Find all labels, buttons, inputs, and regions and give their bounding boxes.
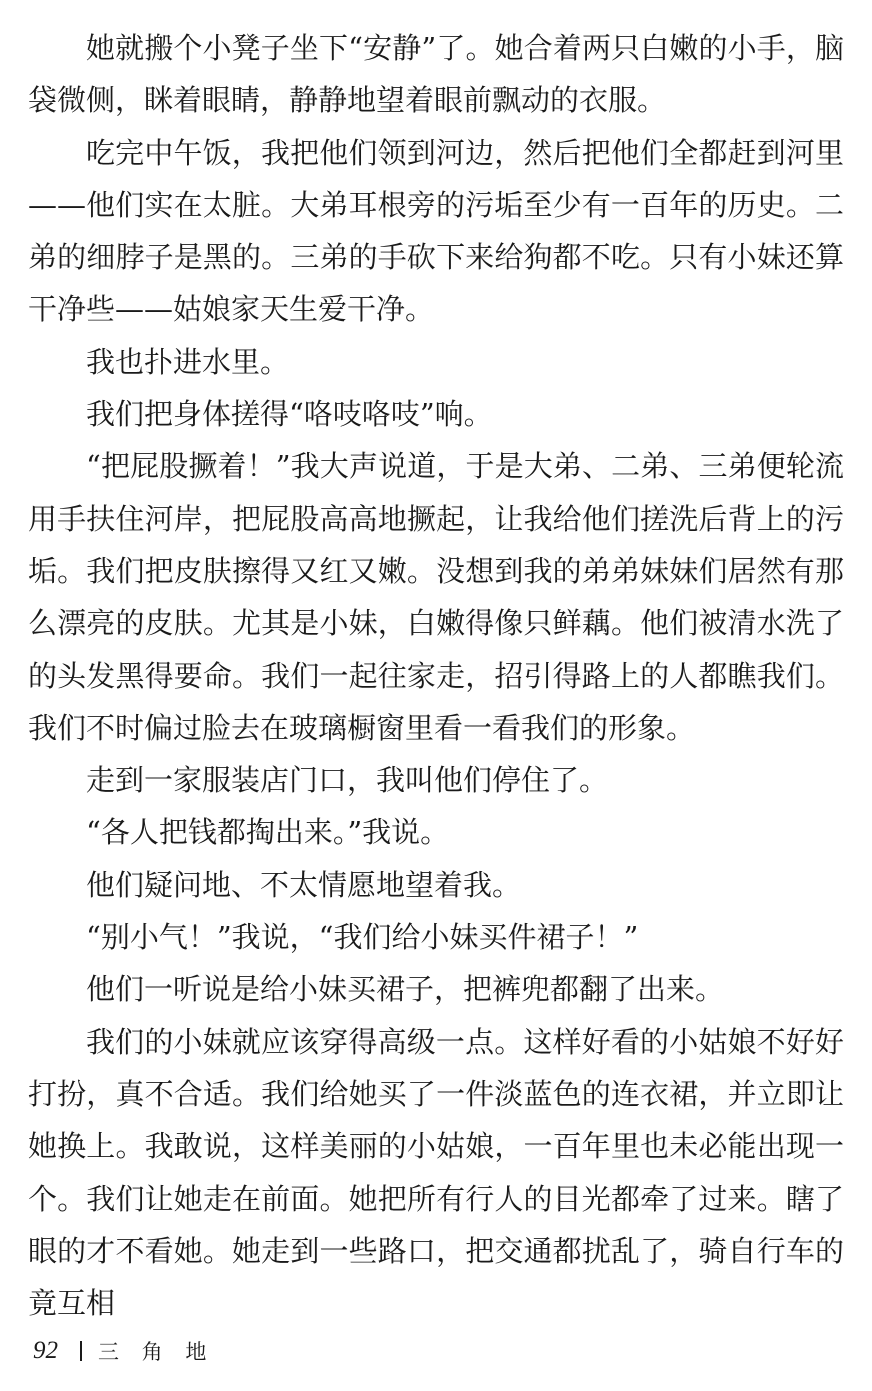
book-title: 三 角 地 <box>98 1340 215 1364</box>
body-text <box>28 22 844 1329</box>
paragraph-5: “把屁股撅着！”我大声说道，于是大弟、二弟、三弟便轮流用手扶住河岸，把屁股高高地撅起，让我给他们搓洗后背上的污垢。我们把皮肤擦得又红又嫩。没想到我的弟弟妹妹们居然有那么漂亮的皮肤。尤其是小妹，白嫩得像只鲜藕。他们被清水洗了的头发黑得要命。我们一起往家走，招引得路上的人都瞧我们。我们不时偏过脸去在玻璃橱窗里看一看我们的形象。 <box>28 449 844 745</box>
paragraph-6: 走到一家服装店门口，我叫他们停住了。 <box>86 763 609 798</box>
paragraph-9: “别小气！”我说，“我们给小妹买件裙子！” <box>86 920 639 955</box>
paragraph-8: 他们疑问地、不太情愿地望着我。 <box>86 867 522 902</box>
paragraph-7: “各人把钱都掏出来。”我说。 <box>86 815 450 850</box>
footer-divider <box>80 1341 82 1361</box>
paragraph-1: 她就搬个小凳子坐下“安静”了。她合着两只白嫩的小手，脑袋微侧，眯着眼睛，静静地望着眼前飘动的衣服。 <box>28 31 844 118</box>
paragraph-2: 吃完中午饭，我把他们领到河边，然后把他们全都赶到河里——他们实在太脏。大弟耳根旁的污垢至少有一百年的历史。二弟的细脖子是黑的。三弟的手砍下来给狗都不吃。只有小妹还算干净些——姑娘家天生爱干净。 <box>28 135 844 327</box>
paragraph-4: 我们把身体搓得“咯吱咯吱”响。 <box>86 397 493 432</box>
paragraph-11: 我们的小妹就应该穿得高级一点。这样好看的小姑娘不好好打扮，真不合适。我们给她买了一件淡蓝色的连衣裙，并立即让她换上。我敢说，这样美丽的小姑娘，一百年里也未必能出现一个。我们让她走在前面。她把所有行人的目光都牵了过来。瞎了眼的才不看她。她走到一些路口，把交通都扰乱了，骑自行车的竟互相 <box>28 1024 844 1321</box>
page-number: 92 <box>33 1337 58 1364</box>
page-footer <box>33 1333 214 1369</box>
paragraph-10: 他们一听说是给小妹买裙子，把裤兜都翻了出来。 <box>86 972 725 1007</box>
paragraph-3: 我也扑进水里。 <box>86 344 290 379</box>
